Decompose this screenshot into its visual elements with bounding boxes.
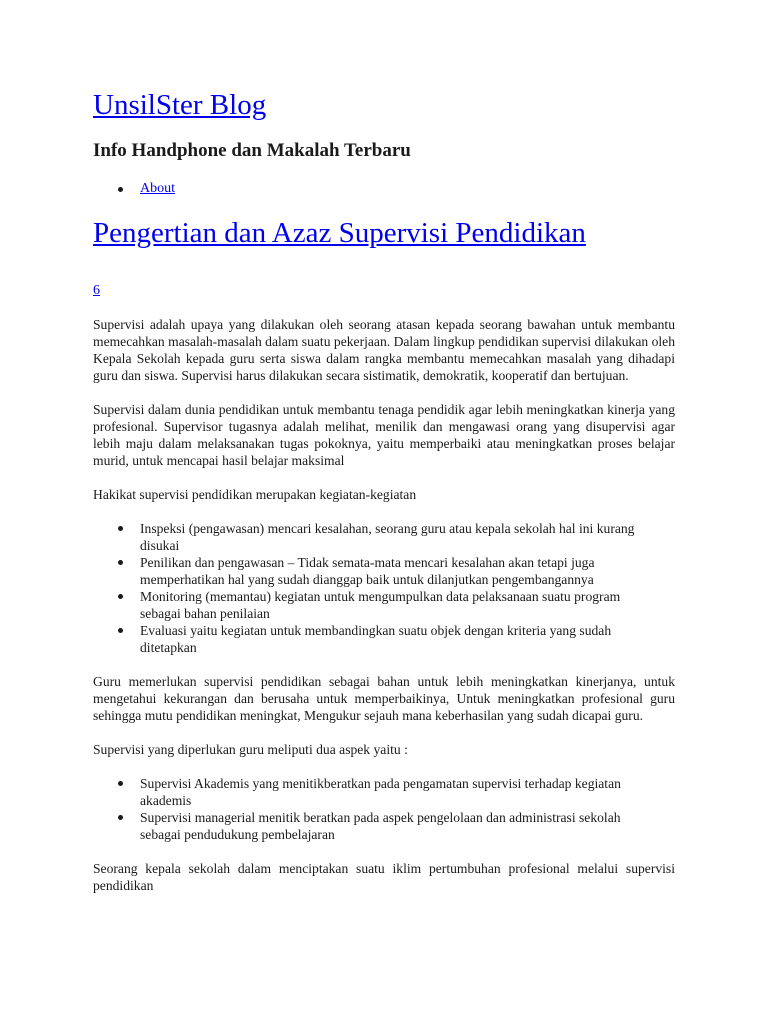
post-content [93,316,675,911]
bullet-icon [118,815,123,820]
bullet-icon [118,526,123,531]
paragraph: Supervisi yang diperlukan guru meliputi dua aspek yaitu : [93,742,408,757]
list-item [93,554,675,588]
comment-count-link[interactable]: 6 [93,283,100,298]
post-title-link[interactable]: Pengertian dan Azaz Supervisi Pendidikan [93,217,586,249]
bullet-icon [118,628,123,633]
bullet-icon [118,594,123,599]
list-item-text: Supervisi Akademis yang menitikberatkan pada pengamatan supervisi terhadap kegiatan akademis [140,776,621,808]
blog-title [93,86,266,124]
blog-title-link[interactable]: UnsilSter Blog [93,89,267,121]
paragraph: Supervisi adalah upaya yang dilakukan oleh seorang atasan kepada seorang bawahan untuk membantu memecahkan masalah-masalah dalam suatu pekerjaan. Dalam lingkup pendidikan supervisi dilakukan oleh Kepala Sekolah kepada guru serta siswa dalam rangka membantu memecahkan masalah yang dihadapi guru dan siswa. Supervisi harus dilakukan secara sistimatik, demokratik, kooperatif dan bertujuan. [93,317,675,383]
list-item-text: Supervisi managerial menitik beratkan pada aspek pengelolaan dan administrasi sekolah sebagai pendudukung pembelajaran [140,810,621,842]
kegiatan-list [93,520,675,656]
list-item [93,588,675,622]
paragraph: Seorang kepala sekolah dalam menciptakan suatu iklim pertumbuhan profesional melalui supervisi pendidikan [93,861,675,893]
nav-item-about [93,180,175,198]
bullet-icon [118,560,123,565]
list-item [93,775,675,809]
list-item-text: Inspeksi (pengawasan) mencari kesalahan, seorang guru atau kepala sekolah hal ini kurang disukai [140,521,635,553]
comment-count [93,282,100,299]
list-item [93,622,675,656]
blog-tagline: Info Handphone dan Makalah Terbaru [93,140,411,161]
list-item-text: Penilikan dan pengawasan – Tidak semata-mata mencari kesalahan akan tetapi juga memperhatikan hal yang sudah dianggap baik untuk dilanjutkan pengembangannya [140,555,595,587]
nav-link-about[interactable]: About [140,181,175,196]
paragraph: Supervisi dalam dunia pendidikan untuk membantu tenaga pendidik agar lebih meningkatkan kinerja yang profesional. Supervisor tugasnya adalah melihat, menilik dan mengawasi orang yang disupervisi agar lebih maju dalam melaksanakan tugas pokoknya, yaitu memperbaiki atau meningkatkan proses belajar murid, untuk mencapai hasil belajar maksimal [93,402,675,468]
nav-menu [93,180,175,198]
aspek-list [93,775,675,843]
post-title [93,214,586,252]
list-item [93,520,675,554]
paragraph: Guru memerlukan supervisi pendidikan sebagai bahan untuk lebih meningkatkan kinerjanya, untuk mengetahui kekurangan dan berusaha untuk memperbaikinya, Untuk meningkatkan profesional guru sehingga mutu pendidikan meningkat, Mengukur sejauh mana keberhasilan yang sudah dicapai guru. [93,674,675,723]
bullet-icon [118,781,123,786]
list-item-text: Evaluasi yaitu kegiatan untuk membandingkan suatu objek dengan kriteria yang sudah ditetapkan [140,623,612,655]
list-item [93,809,675,843]
list-item-text: Monitoring (memantau) kegiatan untuk mengumpulkan data pelaksanaan suatu program sebagai bahan penilaian [140,589,621,621]
bullet-icon [118,187,123,192]
paragraph: Hakikat supervisi pendidikan merupakan kegiatan-kegiatan [93,487,417,502]
